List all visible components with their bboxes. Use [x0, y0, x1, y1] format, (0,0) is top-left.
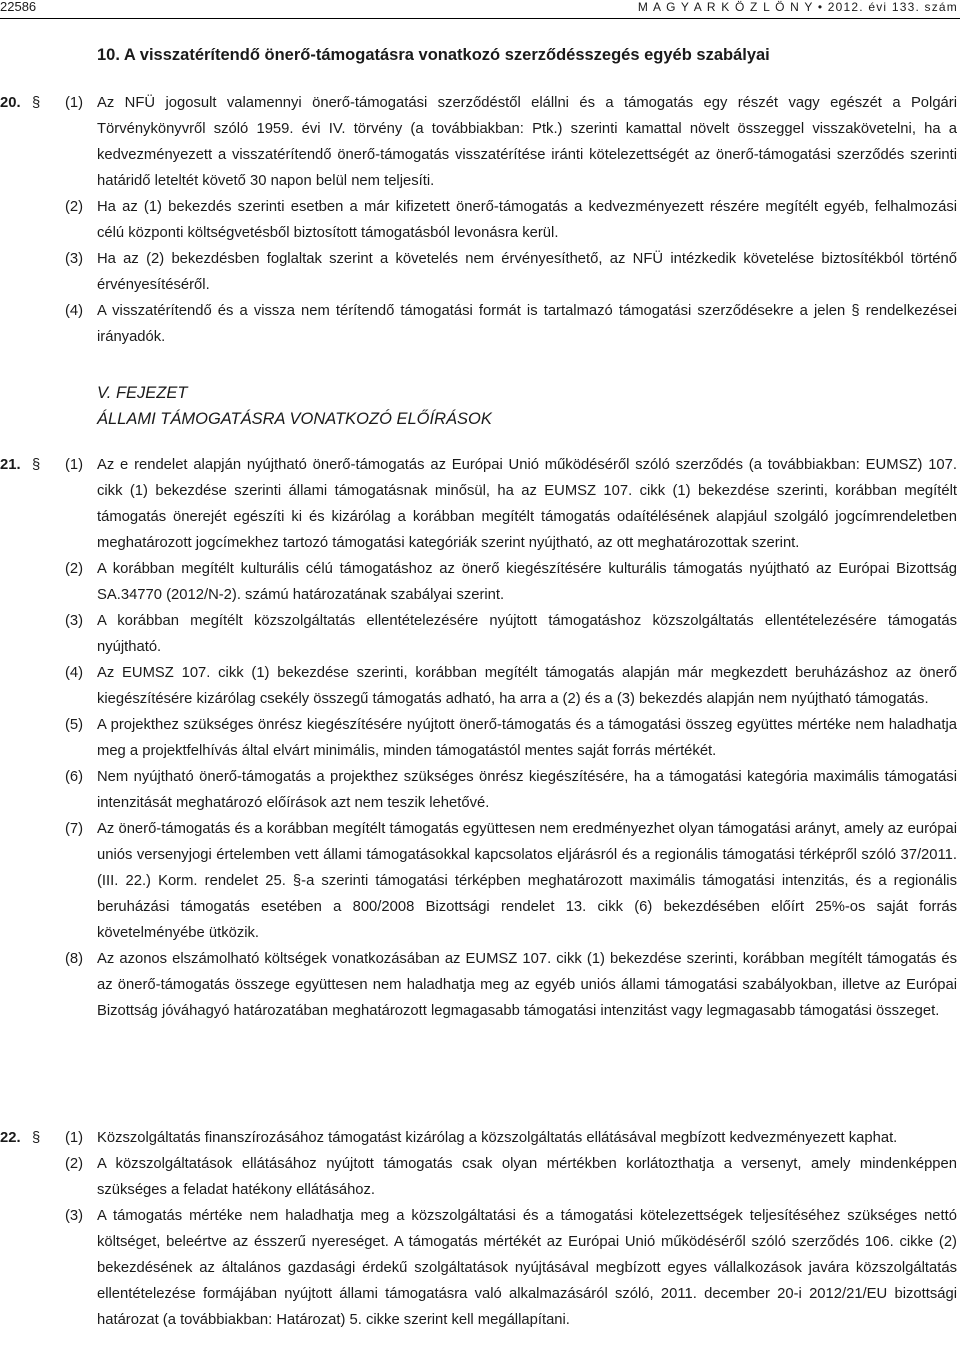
- paragraph-text: Közszolgáltatás finanszírozásához támogatást kizárólag a közszolgáltatás ellátásával megbízott kedvezményezett kaphat.: [97, 1130, 898, 1146]
- subsection-heading: 10. A visszatérítendő önerő-támogatásra vonatkozó szerződésszegés egyéb szabályai: [97, 46, 770, 64]
- section-symbol: §: [32, 457, 41, 473]
- paragraph-number: (7): [65, 821, 84, 837]
- paragraph-number: (3): [65, 1208, 84, 1224]
- paragraph: [0, 452, 960, 556]
- paragraph-number: (2): [65, 561, 84, 577]
- paragraph-text: Az e rendelet alapján nyújtható önerő-támogatás az Európai Unió működéséről szóló szerződés (a továbbiakban: EUMSZ) 107. cikk (1) bekezdése szerinti állami támogatásnak minősül, ha az EUMSZ 107. cikk (1) bekezdése szerinti, korábban megítélt támogatás önerejét egészíti ki és kizárólag a korábban megítélt támogatás odaítélésének alapjául szolgáló jogcímrendeletben meghatározott jogcímekhez tartozó támogatási kategóriák szerint nyújtható, az ott meghatározottak szerint.: [97, 457, 957, 551]
- paragraph: [0, 298, 960, 350]
- paragraph-text: A projekthez szükséges önrész kiegészítésére nyújtott önerő-támogatás és a támogatási összeg együttes mértéke nem haladhatja meg a projektfelhívás által elvárt minimális, minden támogatástól mentes saját forrás mértékét.: [97, 717, 957, 759]
- paragraph-number: (1): [65, 95, 84, 111]
- paragraph-text: Az EUMSZ 107. cikk (1) bekezdése szerinti, korábban megítélt támogatás alapján már megkezdett beruházáshoz az önerő kiegészítésére kizárólag csekély összegű támogatás adható, ha arra a (2) és a (3) bekezdés alapján nem nyújtható támogatás.: [97, 665, 957, 707]
- paragraph-text: A korábban megítélt közszolgáltatás ellentételezésére nyújtott támogatáshoz közszolgáltatás ellentételezésére támogatás nyújtható.: [97, 613, 957, 655]
- paragraph: [0, 608, 960, 660]
- paragraph-text: Ha az (1) bekezdés szerinti esetben a már kifizetett önerő-támogatás a kedvezményezett részére megítélt egyéb, felhalmozási célú központi költségvetésből biztosított támogatásból levonásra kerül.: [97, 199, 957, 241]
- paragraph: [0, 1151, 960, 1203]
- paragraph: [0, 246, 960, 298]
- section-22: [0, 1125, 960, 1333]
- paragraph-number: (2): [65, 1156, 84, 1172]
- paragraph-text: A támogatás mértéke nem haladhatja meg a közszolgáltatási és a támogatási kötelezettségek teljesítéséhez szükséges nettó költséget, beleértve az ésszerű nyereséget. A támogatás mértékét az Európai Unió működéséről szóló szerződés 106. cikke (2) bekezdésének az általános gazdasági érdekű szolgáltatások nyújtásával megbízott egyes vállalkozások javára közszolgáltatás ellentételezése formájában nyújtott állami támogatásra való alkalmazásáról szóló, 2011. december 20-i 2012/21/EU bizottsági határozat (a továbbiakban: Határozat) 5. cikke szerint kell megállapítani.: [97, 1208, 957, 1328]
- paragraph-text: Ha az (2) bekezdésben foglaltak szerint a követelés nem érvényesíthető, az NFÜ intézkedik követelése biztosítékból történő érvényesítéséről.: [97, 251, 957, 293]
- paragraph-number: (6): [65, 769, 84, 785]
- section-21: [0, 452, 960, 1024]
- paragraph-text: Az önerő-támogatás és a korábban megítélt támogatás együttesen nem eredményezhet olyan támogatási arányt, amely az európai uniós versenyjogi értelemben vett állami támogatásokkal kapcsolatos eljárásról és a regionális támogatási térképről szóló 37/2011. (III. 22.) Korm. rendelet 25. §-a szerinti támogatási térképben meghatározott maximális támogatási intenzitás, és a regionális beruházási támogatás esetében a 800/2008 Bizottsági rendelet 13. cikk (6) bekezdésében előírt 25%-os saját forrás követelményébe ütközik.: [97, 821, 957, 941]
- paragraph-number: (5): [65, 717, 84, 733]
- paragraph: [0, 946, 960, 1024]
- paragraph: [0, 1125, 960, 1151]
- paragraph-number: (1): [65, 1130, 84, 1146]
- paragraph-text: A korábban megítélt kulturális célú támogatáshoz az önerő kiegészítésére kulturális támogatás nyújtható az Európai Bizottság SA.34770 (2012/N-2). számú határozatának szabályai szerint.: [97, 561, 957, 603]
- paragraph-number: (4): [65, 303, 84, 319]
- paragraph-number: (3): [65, 251, 84, 267]
- paragraph: [0, 712, 960, 764]
- paragraph-text: Az NFÜ jogosult valamennyi önerő-támogatási szerződéstől elállni és a támogatás egy részét vagy egészét a Polgári Törvénykönyvről szóló 1959. évi IV. törvény (a továbbiakban: Ptk.) szerinti kamattal növelt összeggel visszakövetelni, ha a kedvezményezett a visszatérítendő önerő-támogatás visszatérítése iránti kötelezettségét az önerő-támogatási szerződés szerinti határidő leteltét követő 30 napon belül nem teljesíti.: [97, 95, 957, 189]
- journal-title: M A G Y A R K Ö Z L Ö N Y • 2012. évi 133. szám: [637, 0, 958, 14]
- chapter-number: V. FEJEZET: [97, 384, 188, 402]
- paragraph: [0, 194, 960, 246]
- paragraph-text: Nem nyújtható önerő-támogatás a projekthez szükséges önrész kiegészítésére, ha a támogatási kategória maximális támogatási intenzitását meghatározó előírások azt nem teszik lehetővé.: [97, 769, 957, 811]
- paragraph-number: (1): [65, 457, 84, 473]
- page-number: 22586: [0, 0, 37, 14]
- paragraph-number: (2): [65, 199, 84, 215]
- paragraph: [0, 660, 960, 712]
- paragraph-number: (4): [65, 665, 84, 681]
- paragraph-text: Az azonos elszámolható költségek vonatkozásában az EUMSZ 107. cikk (1) bekezdése szerinti, korábban megítélt támogatás és az önerő-támogatás összege együttesen nem haladhatja meg az egyéb uniós állami támogatási szabályokban, illetve az Európai Bizottság jóváhagyó határozatában meghatározott legmagasabb támogatási intenzitást vagy legmagasabb támogatási összeget.: [97, 951, 957, 1019]
- section-20: [0, 90, 960, 350]
- paragraph: [0, 1203, 960, 1333]
- paragraph: [0, 816, 960, 946]
- section-number: 21.: [0, 457, 21, 473]
- paragraph: [0, 556, 960, 608]
- paragraph: [0, 90, 960, 194]
- paragraph-text: A közszolgáltatások ellátásához nyújtott támogatás csak olyan mértékben korlátozthatja a versenyt, amely mindenképpen szükséges a feladat hatékony ellátásához.: [97, 1156, 957, 1198]
- chapter-title: ÁLLAMI TÁMOGATÁSRA VONATKOZÓ ELŐÍRÁSOK: [97, 410, 492, 428]
- paragraph-number: (8): [65, 951, 84, 967]
- paragraph: [0, 764, 960, 816]
- section-symbol: §: [32, 1130, 41, 1146]
- section-number: 22.: [0, 1130, 21, 1146]
- header-rule: [0, 18, 960, 19]
- section-number: 20.: [0, 95, 21, 111]
- section-symbol: §: [32, 95, 41, 111]
- paragraph-number: (3): [65, 613, 84, 629]
- paragraph-text: A visszatérítendő és a vissza nem térítendő támogatási formát is tartalmazó támogatási szerződésekre a jelen § rendelkezései irányadók.: [97, 303, 957, 345]
- chapter-heading: [97, 380, 492, 432]
